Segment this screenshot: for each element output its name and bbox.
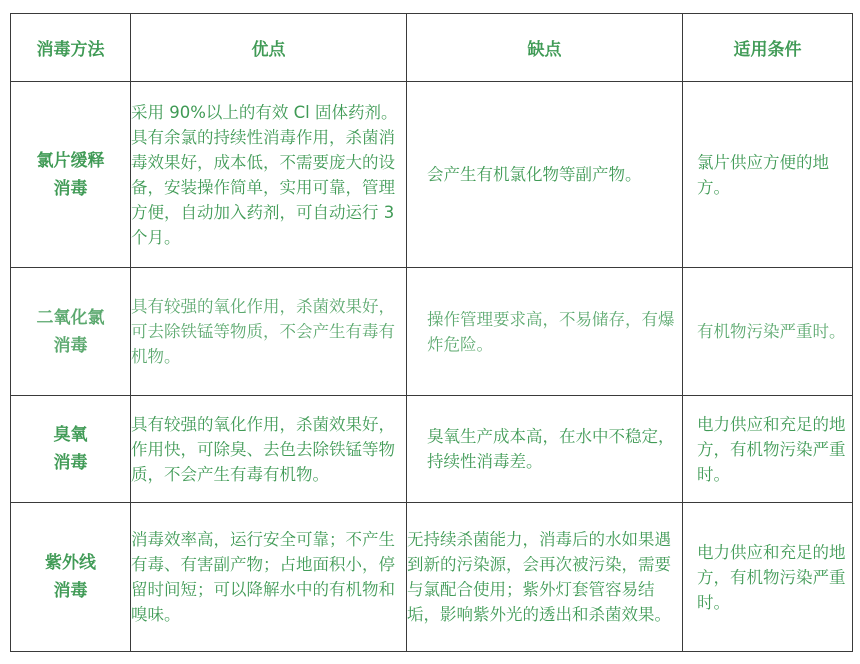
method-cell bbox=[11, 503, 131, 652]
disinfection-methods-table bbox=[10, 13, 853, 652]
pros-cell: 具有较强的氧化作用，杀菌效果好，可去除铁锰等物质，不会产生有毒有机物。 bbox=[131, 268, 407, 396]
method-name-line1: 二氧化氯 bbox=[36, 307, 105, 328]
cons-cell: 臭氧生产成本高，在水中不稳定，持续性消毒差。 bbox=[407, 396, 683, 503]
cons-cell: 操作管理要求高，不易储存，有爆炸危险。 bbox=[407, 268, 683, 396]
table-row bbox=[11, 396, 853, 503]
method-cell bbox=[11, 82, 131, 268]
pros-cell: 采用 90%以上的有效 Cl 固体药剂。具有余氯的持续性消毒作用，杀菌消毒效果好，成本低，不需要庞大的设备，安装操作简单，实用可靠，管理方便，自动加入药剂，可自动运行 3 个月。 bbox=[131, 82, 407, 268]
pros-cell: 消毒效率高，运行安全可靠；不产生有毒、有害副产物；占地面积小，停留时间短；可以降解水中的有机物和嗅味。 bbox=[131, 503, 407, 652]
method-cell bbox=[11, 268, 131, 396]
table-row bbox=[11, 503, 853, 652]
table-header-row bbox=[11, 14, 853, 82]
cons-cell: 无持续杀菌能力，消毒后的水如果遇到新的污染源，会再次被污染，需要与氯配合使用；紫外灯套管容易结垢，影响紫外光的透出和杀菌效果。 bbox=[407, 503, 683, 652]
conditions-cell: 氯片供应方便的地方。 bbox=[683, 82, 853, 268]
method-name-line2: 消毒 bbox=[53, 335, 88, 356]
method-name-line2: 消毒 bbox=[53, 453, 88, 473]
conditions-cell: 电力供应和充足的地方，有机物污染严重时。 bbox=[683, 503, 853, 652]
method-name-line2: 消毒 bbox=[53, 581, 88, 601]
header-method: 消毒方法 bbox=[11, 14, 131, 82]
method-cell bbox=[11, 396, 131, 503]
method-name-line1: 氯片缓释 bbox=[36, 150, 105, 171]
header-cons: 缺点 bbox=[407, 14, 683, 82]
method-name-line1: 臭氧 bbox=[53, 425, 88, 445]
conditions-cell: 有机物污染严重时。 bbox=[683, 268, 853, 396]
method-name-line1: 紫外线 bbox=[45, 553, 96, 573]
conditions-cell: 电力供应和充足的地方，有机物污染严重时。 bbox=[683, 396, 853, 503]
header-pros: 优点 bbox=[131, 14, 407, 82]
method-name-line2: 消毒 bbox=[53, 178, 88, 199]
cons-cell: 会产生有机氯化物等副产物。 bbox=[407, 82, 683, 268]
header-conditions: 适用条件 bbox=[683, 14, 853, 82]
table-row bbox=[11, 268, 853, 396]
table-row bbox=[11, 82, 853, 268]
pros-cell: 具有较强的氧化作用，杀菌效果好，作用快，可除臭、去色去除铁锰等物质，不会产生有毒有机物。 bbox=[131, 396, 407, 503]
